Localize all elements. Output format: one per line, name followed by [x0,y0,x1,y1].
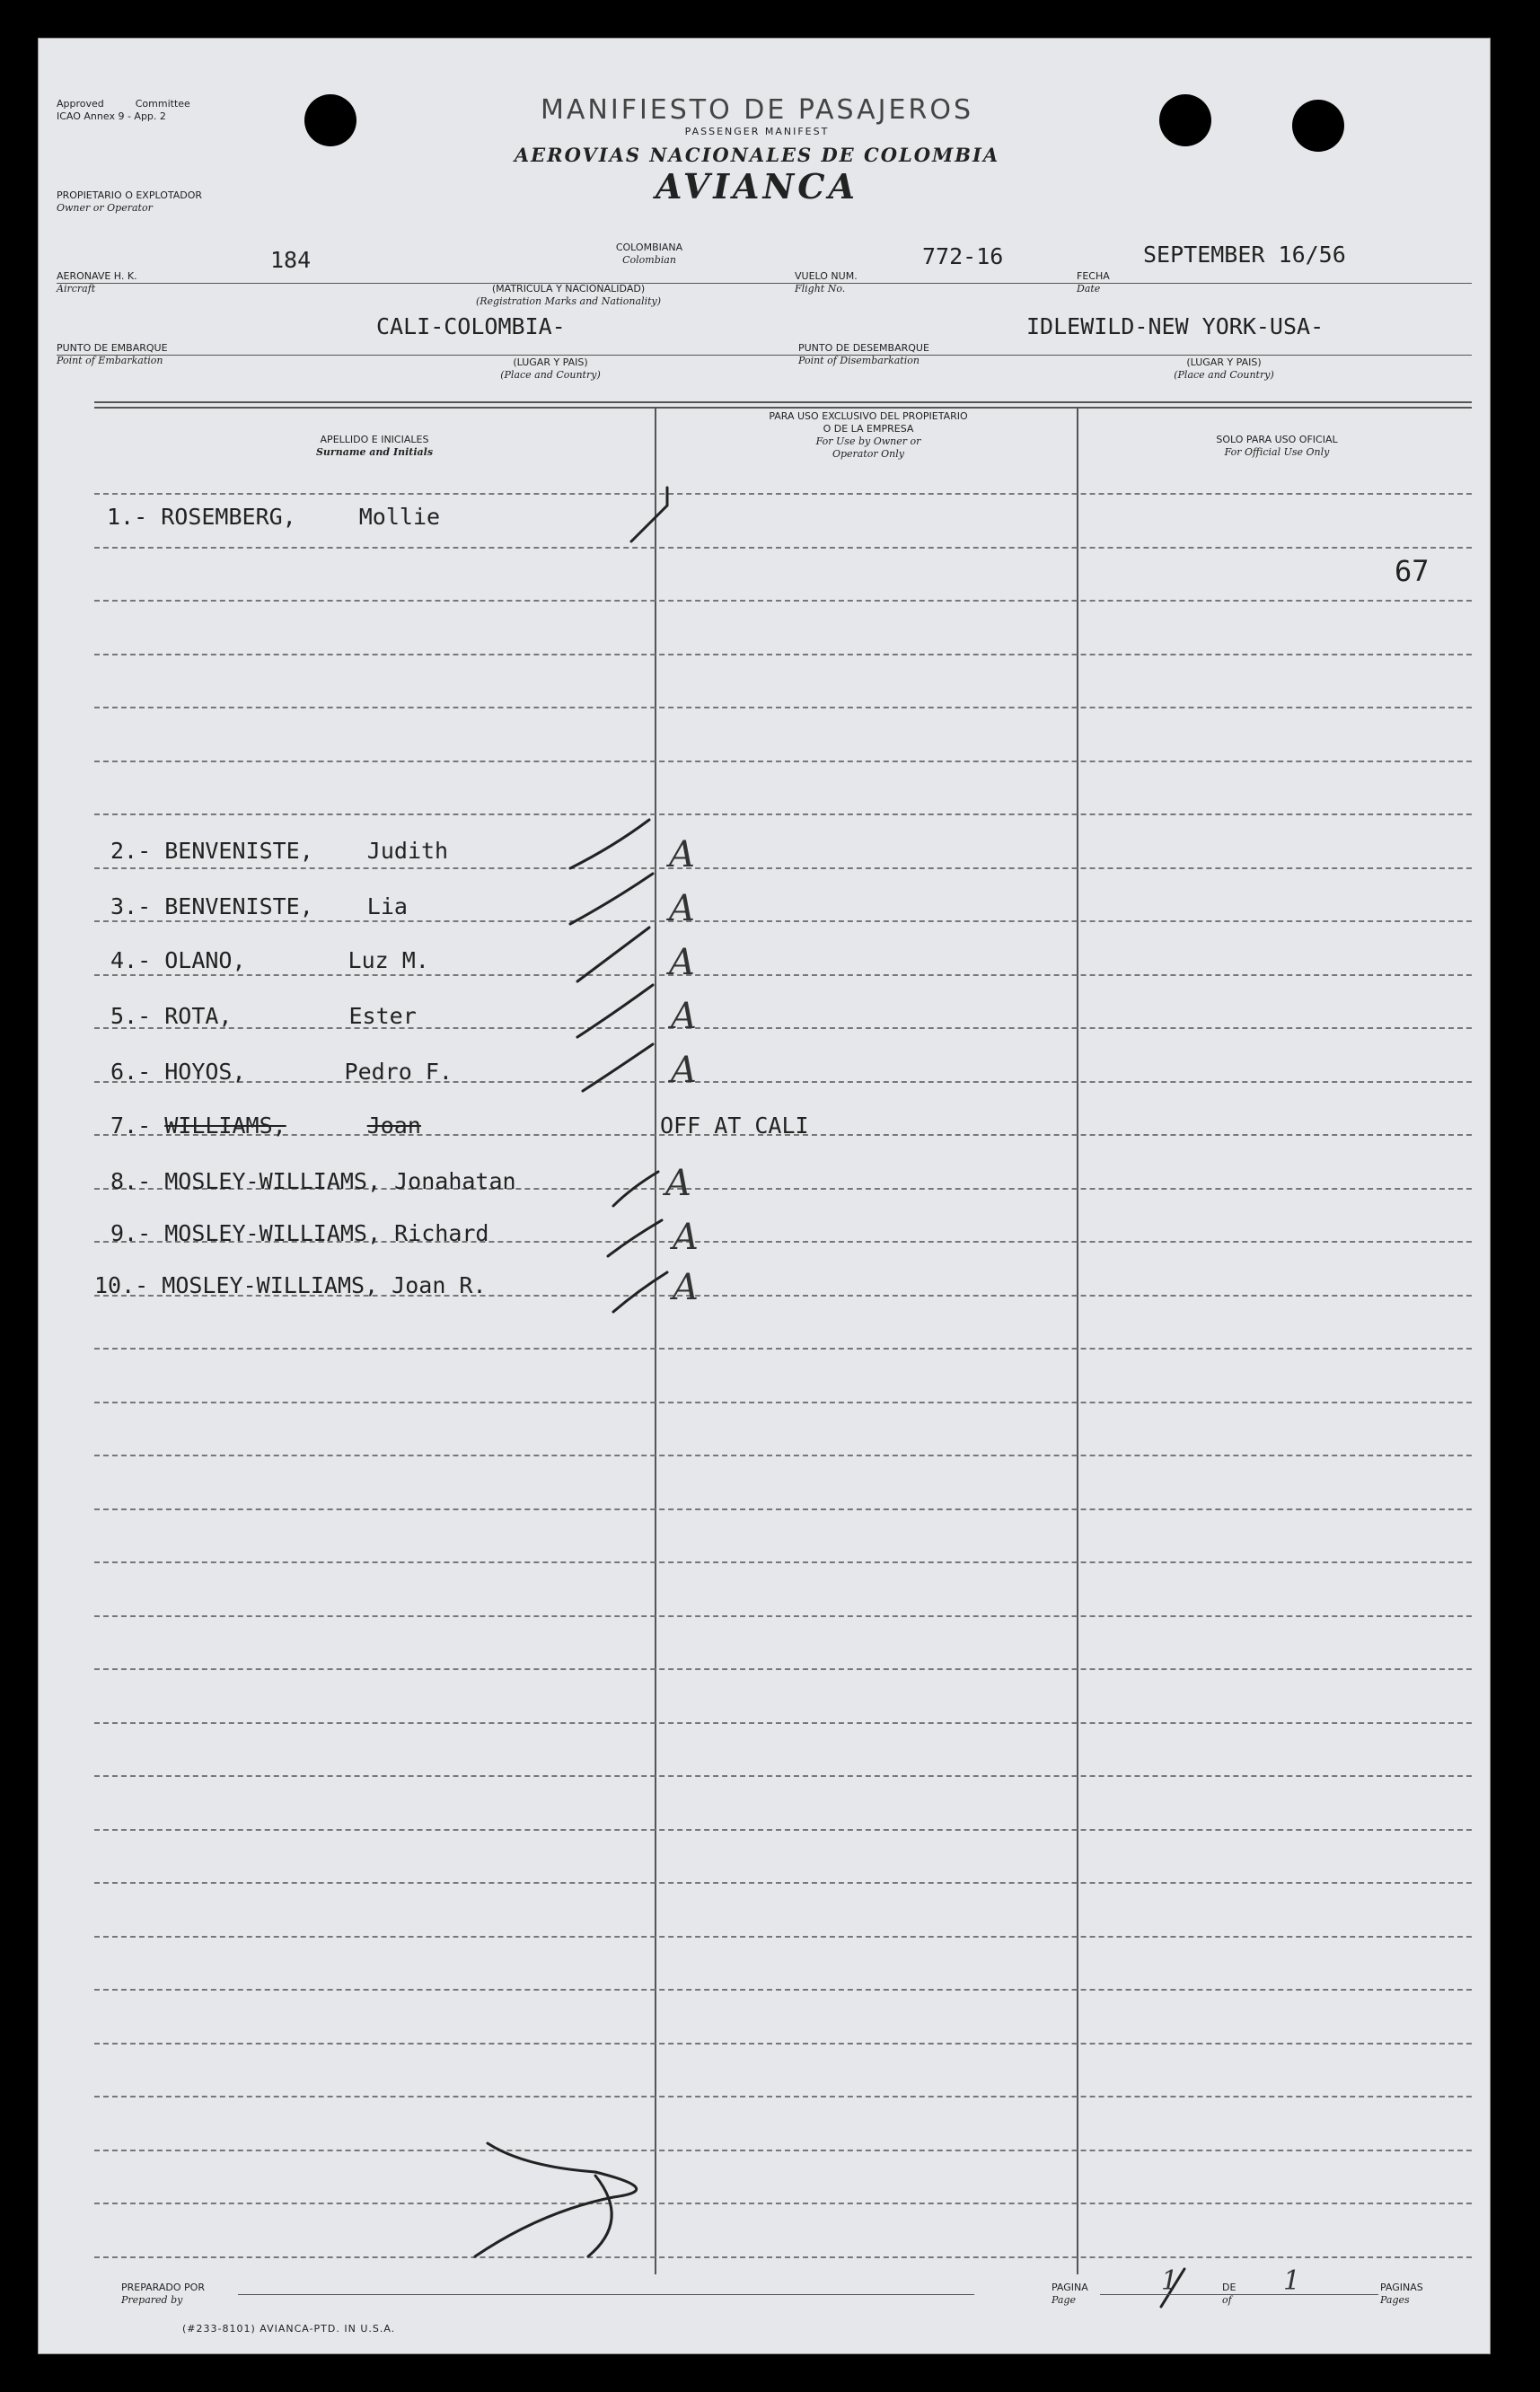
tick-mark [613,1172,658,1206]
disembark-value: IDLEWILD-NEW YORK-USA- [1026,313,1324,339]
page-label: PAGINA Page [1052,2282,1088,2306]
aircraft-label: AERONAVE H. K. Aircraft [57,270,137,295]
list-item: 9.- MOSLEY-WILLIAMS, Richard [110,1220,489,1246]
page-value: 1 [1161,2265,1179,2297]
tick-mark [613,1272,667,1312]
off-at-cali-note: OFF AT CALI [660,1112,809,1139]
check-mark-a: A [671,996,697,1037]
check-mark-a: A [673,1217,699,1258]
prepared-label: PREPARADO POR Prepared by [121,2282,205,2306]
list-item: 10.- MOSLEY-WILLIAMS, Joan R. [94,1272,487,1298]
page-line [1100,2294,1378,2295]
tick-mark [570,874,653,924]
flight-value: 772-16 [922,243,1004,269]
date-label: FECHA Date [1077,270,1110,295]
airline-name: AEROVIAS NACIONALES DE COLOMBIA [514,144,1000,166]
check-mark-a: A [673,1267,699,1308]
pages-label: PAGINAS Pages [1380,2282,1423,2306]
tick-mark [631,488,667,541]
column-header-official-use: SOLO PARA USO OFICIAL For Official Use Only [1216,434,1338,458]
check-mark-a: A [671,1050,697,1091]
embark-value: CALI-COLOMBIA- [376,313,566,339]
tick-mark [570,820,649,868]
flight-label: VUELO NUM. Flight No. [795,270,858,295]
signature-stroke [475,2143,637,2256]
embark-label: PUNTO DE EMBARQUE Point of Embarkation [57,342,168,366]
airline-brand: AVIANCA [656,166,858,207]
check-mark-a: A [669,942,695,983]
approval-note: Approved Committee ICAO Annex 9 - App. 2 [57,98,190,122]
tick-mark [608,1220,662,1256]
title-spanish: MANIFIESTO DE PASAJEROS [541,94,973,126]
signature-stroke [588,2176,612,2256]
list-item: 7.- WILLIAMS, Joan [110,1112,421,1139]
disembark-label: PUNTO DE DESEMBARQUE Point of Disembarkation [798,342,929,366]
embark-place-label: (LUGAR Y PAIS) (Place and Country) [500,356,601,381]
printer-note: (#233-8101) AVIANCA-PTD. IN U.S.A. [182,2323,396,2335]
registration-label: (MATRICULA Y NACIONALIDAD) (Registration Marks and Nationality) [475,283,662,307]
check-mark-a: A [669,888,695,929]
tick-mark [577,928,649,981]
list-item: 2.- BENVENISTE, Judith [110,838,449,864]
column-header-owner-use: PARA USO EXCLUSIVO DEL PROPIETARIO O DE LA EMPRESA For Use by Owner or Operator Only [769,410,968,460]
of-value: 1 [1283,2265,1301,2297]
date-value: SEPTEMBER 16/56 [1143,242,1346,268]
column-header-surname: APELLIDO E INICIALES Surname and Initials [315,434,434,458]
signature-line [238,2294,974,2295]
list-item: 8.- MOSLEY-WILLIAMS, Jonahatan [110,1168,516,1194]
manifest-page [38,38,1491,2354]
check-mark-a: A [665,1163,691,1204]
tick-mark [577,985,653,1037]
list-item: 5.- ROTA, Ester [110,1003,417,1029]
list-item: 4.- OLANO, Luz M. [110,947,429,973]
title-english: PASSENGER MANIFEST [684,126,830,137]
tick-mark [583,1044,653,1091]
owner-label: PROPIETARIO O EXPLOTADOR Owner or Operator [57,189,203,214]
page-number-stamp: 67 [1395,554,1430,588]
nationality-value: COLOMBIANA Colombian [615,242,683,266]
pen-strokes [39,39,1490,2353]
aircraft-value: 184 [270,247,312,273]
list-item: 1.- ROSEMBERG, Mollie [107,504,441,530]
disembark-place-label: (LUGAR Y PAIS) (Place and Country) [1174,356,1274,381]
check-mark-a: A [669,834,695,875]
of-label: DE of [1222,2282,1236,2306]
list-item: 6.- HOYOS, Pedro F. [110,1059,453,1085]
list-item: 3.- BENVENISTE, Lia [110,893,408,919]
